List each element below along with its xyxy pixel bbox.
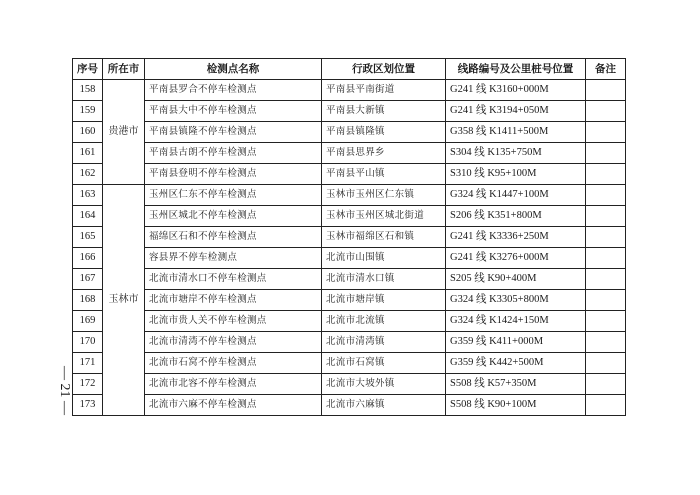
table-row <box>73 395 626 416</box>
table-body <box>73 80 626 416</box>
route-km: G324 线 K1424+150M <box>446 311 586 332</box>
row-number: 161 <box>73 143 103 164</box>
remarks-cell <box>586 143 626 164</box>
row-number: 167 <box>73 269 103 290</box>
route-km: G359 线 K442+500M <box>446 353 586 374</box>
route-km: G241 线 K3194+050M <box>446 101 586 122</box>
header-point-name: 检测点名称 <box>145 59 322 80</box>
checkpoint-name: 玉州区仁东不停车检测点 <box>145 185 322 206</box>
row-number: 163 <box>73 185 103 206</box>
route-km: G324 线 K3305+800M <box>446 290 586 311</box>
checkpoint-name: 平南县登明不停车检测点 <box>145 164 322 185</box>
table-row <box>73 80 626 101</box>
row-number: 170 <box>73 332 103 353</box>
remarks-cell <box>586 353 626 374</box>
checkpoint-name: 北流市六麻不停车检测点 <box>145 395 322 416</box>
header-remarks: 备注 <box>586 59 626 80</box>
remarks-cell <box>586 122 626 143</box>
admin-location: 北流市石窝镇 <box>322 353 446 374</box>
table-row <box>73 332 626 353</box>
route-km: G241 线 K3160+000M <box>446 80 586 101</box>
checkpoint-name: 北流市石窝不停车检测点 <box>145 353 322 374</box>
header-city: 所在市 <box>103 59 145 80</box>
admin-location: 玉林市玉州区城北街道 <box>322 206 446 227</box>
table-row <box>73 311 626 332</box>
row-number: 159 <box>73 101 103 122</box>
inspection-points-table <box>72 58 626 416</box>
remarks-cell <box>586 101 626 122</box>
remarks-cell <box>586 395 626 416</box>
route-km: G241 线 K3276+000M <box>446 248 586 269</box>
admin-location: 平南县大新镇 <box>322 101 446 122</box>
row-number: 168 <box>73 290 103 311</box>
route-km: S508 线 K57+350M <box>446 374 586 395</box>
checkpoint-name: 平南县古朗不停车检测点 <box>145 143 322 164</box>
table-row <box>73 206 626 227</box>
row-number: 173 <box>73 395 103 416</box>
admin-location: 北流市清湾镇 <box>322 332 446 353</box>
admin-location: 北流市大坡外镇 <box>322 374 446 395</box>
row-number: 169 <box>73 311 103 332</box>
row-number: 160 <box>73 122 103 143</box>
admin-location: 北流市六麻镇 <box>322 395 446 416</box>
route-km: G358 线 K1411+500M <box>446 122 586 143</box>
admin-location: 北流市北流镇 <box>322 311 446 332</box>
admin-location: 北流市塘岸镇 <box>322 290 446 311</box>
row-number: 158 <box>73 80 103 101</box>
page-number: — 21 — <box>57 366 72 415</box>
remarks-cell <box>586 332 626 353</box>
admin-location: 玉林市福绵区石和镇 <box>322 227 446 248</box>
header-route-km: 线路编号及公里桩号位置 <box>446 59 586 80</box>
route-km: G241 线 K3336+250M <box>446 227 586 248</box>
row-number: 172 <box>73 374 103 395</box>
checkpoint-name: 北流市塘岸不停车检测点 <box>145 290 322 311</box>
row-number: 164 <box>73 206 103 227</box>
table-row <box>73 101 626 122</box>
header-admin-location: 行政区划位置 <box>322 59 446 80</box>
admin-location: 玉林市玉州区仁东镇 <box>322 185 446 206</box>
table-row <box>73 353 626 374</box>
checkpoint-name: 福绵区石和不停车检测点 <box>145 227 322 248</box>
remarks-cell <box>586 227 626 248</box>
admin-location: 北流市清水口镇 <box>322 269 446 290</box>
table-row <box>73 290 626 311</box>
route-km: S508 线 K90+100M <box>446 395 586 416</box>
table-row <box>73 122 626 143</box>
checkpoint-name: 北流市清湾不停车检测点 <box>145 332 322 353</box>
table-row <box>73 227 626 248</box>
checkpoint-name: 北流市清水口不停车检测点 <box>145 269 322 290</box>
route-km: G324 线 K1447+100M <box>446 185 586 206</box>
checkpoint-name: 平南县镇隆不停车检测点 <box>145 122 322 143</box>
table-row <box>73 164 626 185</box>
city-cell: 贵港市 <box>103 80 145 185</box>
table-row <box>73 185 626 206</box>
row-number: 166 <box>73 248 103 269</box>
admin-location: 平南县镇隆镇 <box>322 122 446 143</box>
remarks-cell <box>586 269 626 290</box>
remarks-cell <box>586 80 626 101</box>
route-km: S206 线 K351+800M <box>446 206 586 227</box>
remarks-cell <box>586 374 626 395</box>
checkpoint-name: 玉州区城北不停车检测点 <box>145 206 322 227</box>
row-number: 165 <box>73 227 103 248</box>
remarks-cell <box>586 290 626 311</box>
remarks-cell <box>586 164 626 185</box>
remarks-cell <box>586 206 626 227</box>
table-row <box>73 269 626 290</box>
route-km: S205 线 K90+400M <box>446 269 586 290</box>
header-no: 序号 <box>73 59 103 80</box>
admin-location: 北流市山围镇 <box>322 248 446 269</box>
checkpoint-name: 平南县大中不停车检测点 <box>145 101 322 122</box>
admin-location: 平南县平山镇 <box>322 164 446 185</box>
table-row <box>73 248 626 269</box>
remarks-cell <box>586 248 626 269</box>
table-header-row <box>73 59 626 80</box>
row-number: 162 <box>73 164 103 185</box>
checkpoint-name: 平南县罗合不停车检测点 <box>145 80 322 101</box>
checkpoint-name: 北流市北容不停车检测点 <box>145 374 322 395</box>
remarks-cell <box>586 185 626 206</box>
city-cell: 玉林市 <box>103 185 145 416</box>
admin-location: 平南县平南街道 <box>322 80 446 101</box>
admin-location: 平南县思界乡 <box>322 143 446 164</box>
table-row <box>73 143 626 164</box>
route-km: G359 线 K411+000M <box>446 332 586 353</box>
row-number: 171 <box>73 353 103 374</box>
remarks-cell <box>586 311 626 332</box>
route-km: S310 线 K95+100M <box>446 164 586 185</box>
route-km: S304 线 K135+750M <box>446 143 586 164</box>
table-row <box>73 374 626 395</box>
checkpoint-name: 北流市贵人关不停车检测点 <box>145 311 322 332</box>
checkpoint-name: 容县界不停车检测点 <box>145 248 322 269</box>
